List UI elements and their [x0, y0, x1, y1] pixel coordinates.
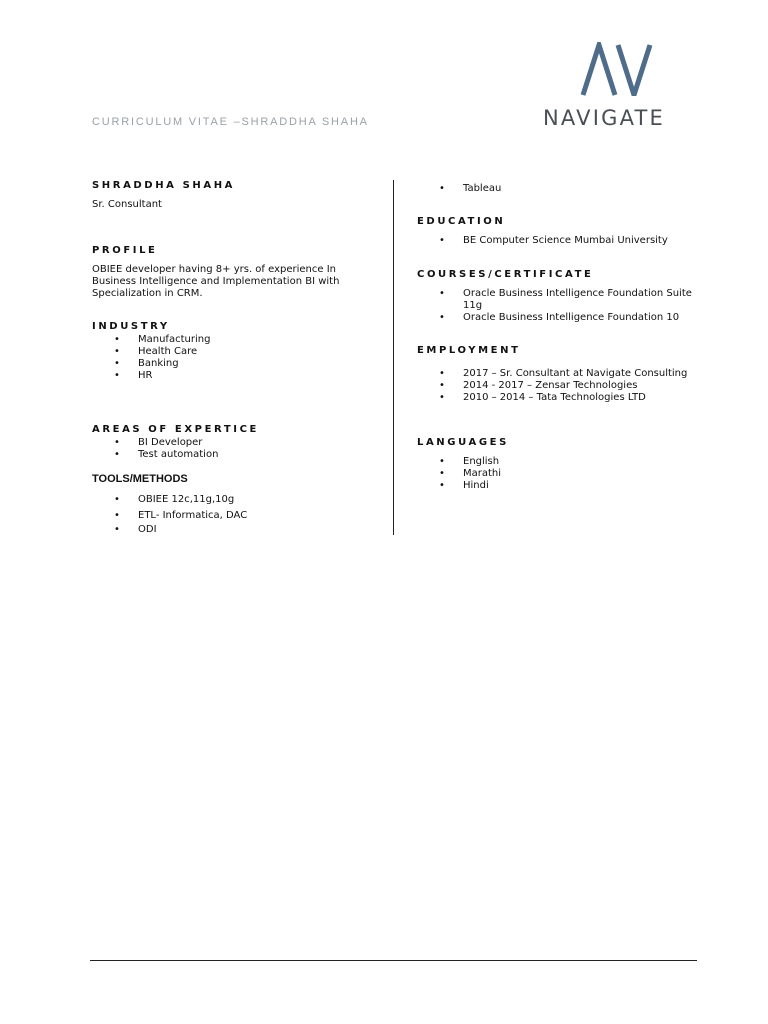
- list-item: [417, 456, 707, 468]
- list-item: [92, 492, 372, 508]
- employment-heading: EMPLOYMENT: [417, 345, 521, 356]
- bullet-icon: •: [439, 392, 445, 403]
- list-item: [417, 312, 707, 324]
- bullet-icon: •: [114, 334, 120, 345]
- industry-item: Banking: [138, 358, 179, 369]
- languages-heading: LANGUAGES: [417, 437, 509, 448]
- list-item: [92, 449, 372, 461]
- list-item: [417, 288, 707, 312]
- courses-heading: COURSES/CERTIFICATE: [417, 269, 594, 280]
- candidate-name: SHRADDHA SHAHA: [92, 180, 236, 191]
- navigate-logo-icon: [580, 42, 658, 96]
- list-item: [92, 508, 372, 524]
- courses-list: [417, 288, 707, 324]
- list-item: [417, 392, 707, 404]
- bullet-icon: •: [114, 449, 120, 460]
- bullet-icon: •: [439, 380, 445, 391]
- logo-stroke-a: [583, 45, 615, 95]
- list-item: [417, 368, 707, 380]
- profile-heading: PROFILE: [92, 245, 158, 256]
- employment-item: 2017 – Sr. Consultant at Navigate Consulting: [463, 368, 688, 379]
- list-item: [417, 235, 707, 247]
- tools-list: [92, 492, 372, 536]
- employment-item: 2014 - 2017 – Zensar Technologies: [463, 380, 638, 391]
- document-header-title: CURRICULUM VITAE –SHRADDHA SHAHA: [92, 116, 369, 128]
- expertise-item: BI Developer: [138, 437, 203, 448]
- industry-heading: INDUSTRY: [92, 321, 170, 332]
- bullet-icon: •: [114, 358, 120, 369]
- language-item: English: [463, 456, 500, 467]
- industry-item: Health Care: [138, 346, 198, 357]
- bullet-icon: •: [114, 346, 120, 357]
- list-item: [92, 524, 372, 536]
- language-item: Hindi: [463, 480, 489, 491]
- list-item: [417, 468, 707, 480]
- list-item: [92, 334, 372, 346]
- tools-item: Tableau: [463, 183, 502, 194]
- industry-list: [92, 334, 372, 382]
- bullet-icon: •: [439, 368, 445, 379]
- bullet-icon: •: [114, 370, 120, 381]
- tools-continued-list: [417, 183, 707, 195]
- list-item: [92, 358, 372, 370]
- course-item: Oracle Business Intelligence Foundation 10: [463, 312, 680, 323]
- tools-heading: TOOLS/METHODS: [92, 473, 188, 485]
- list-item: [417, 183, 707, 195]
- logo-stroke-v: [618, 45, 650, 95]
- logo-wordmark: NAVIGATE: [543, 106, 665, 130]
- tools-item: ETL- Informatica, DAC: [138, 510, 248, 521]
- tools-item: ODI: [138, 524, 157, 535]
- employment-item: 2010 – 2014 – Tata Technologies LTD: [463, 392, 646, 403]
- candidate-title: Sr. Consultant: [92, 199, 162, 210]
- list-item: [92, 346, 372, 358]
- course-item: Oracle Business Intelligence Foundation Suite 11g: [463, 288, 692, 311]
- footer-divider: [90, 960, 697, 961]
- bullet-icon: •: [439, 468, 445, 479]
- profile-text: OBIEE developer having 8+ yrs. of experience In Business Intelligence and Implementation BI with Specialization in CRM.: [92, 264, 340, 299]
- education-list: [417, 235, 707, 247]
- education-item: BE Computer Science Mumbai University: [463, 235, 668, 246]
- bullet-icon: •: [114, 437, 120, 448]
- industry-item: HR: [138, 370, 153, 381]
- expertise-list: [92, 437, 372, 461]
- list-item: [92, 437, 372, 449]
- employment-list: [417, 368, 707, 404]
- bullet-icon: •: [439, 480, 445, 491]
- industry-item: Manufacturing: [138, 334, 211, 345]
- list-item: [92, 370, 372, 382]
- bullet-icon: •: [439, 183, 445, 194]
- expertise-item: Test automation: [138, 449, 219, 460]
- bullet-icon: •: [439, 312, 445, 323]
- languages-list: [417, 456, 707, 492]
- bullet-icon: •: [114, 524, 120, 535]
- company-logo: [540, 42, 696, 132]
- tools-item: OBIEE 12c,11g,10g: [138, 494, 235, 505]
- column-divider: [393, 180, 394, 535]
- language-item: Marathi: [463, 468, 502, 479]
- expertise-heading: AREAS OF EXPERTICE: [92, 424, 259, 435]
- bullet-icon: •: [439, 235, 445, 246]
- bullet-icon: •: [439, 288, 445, 299]
- bullet-icon: •: [114, 494, 120, 505]
- education-heading: EDUCATION: [417, 216, 506, 227]
- bullet-icon: •: [439, 456, 445, 467]
- bullet-icon: •: [114, 510, 120, 521]
- list-item: [417, 480, 707, 492]
- list-item: [417, 380, 707, 392]
